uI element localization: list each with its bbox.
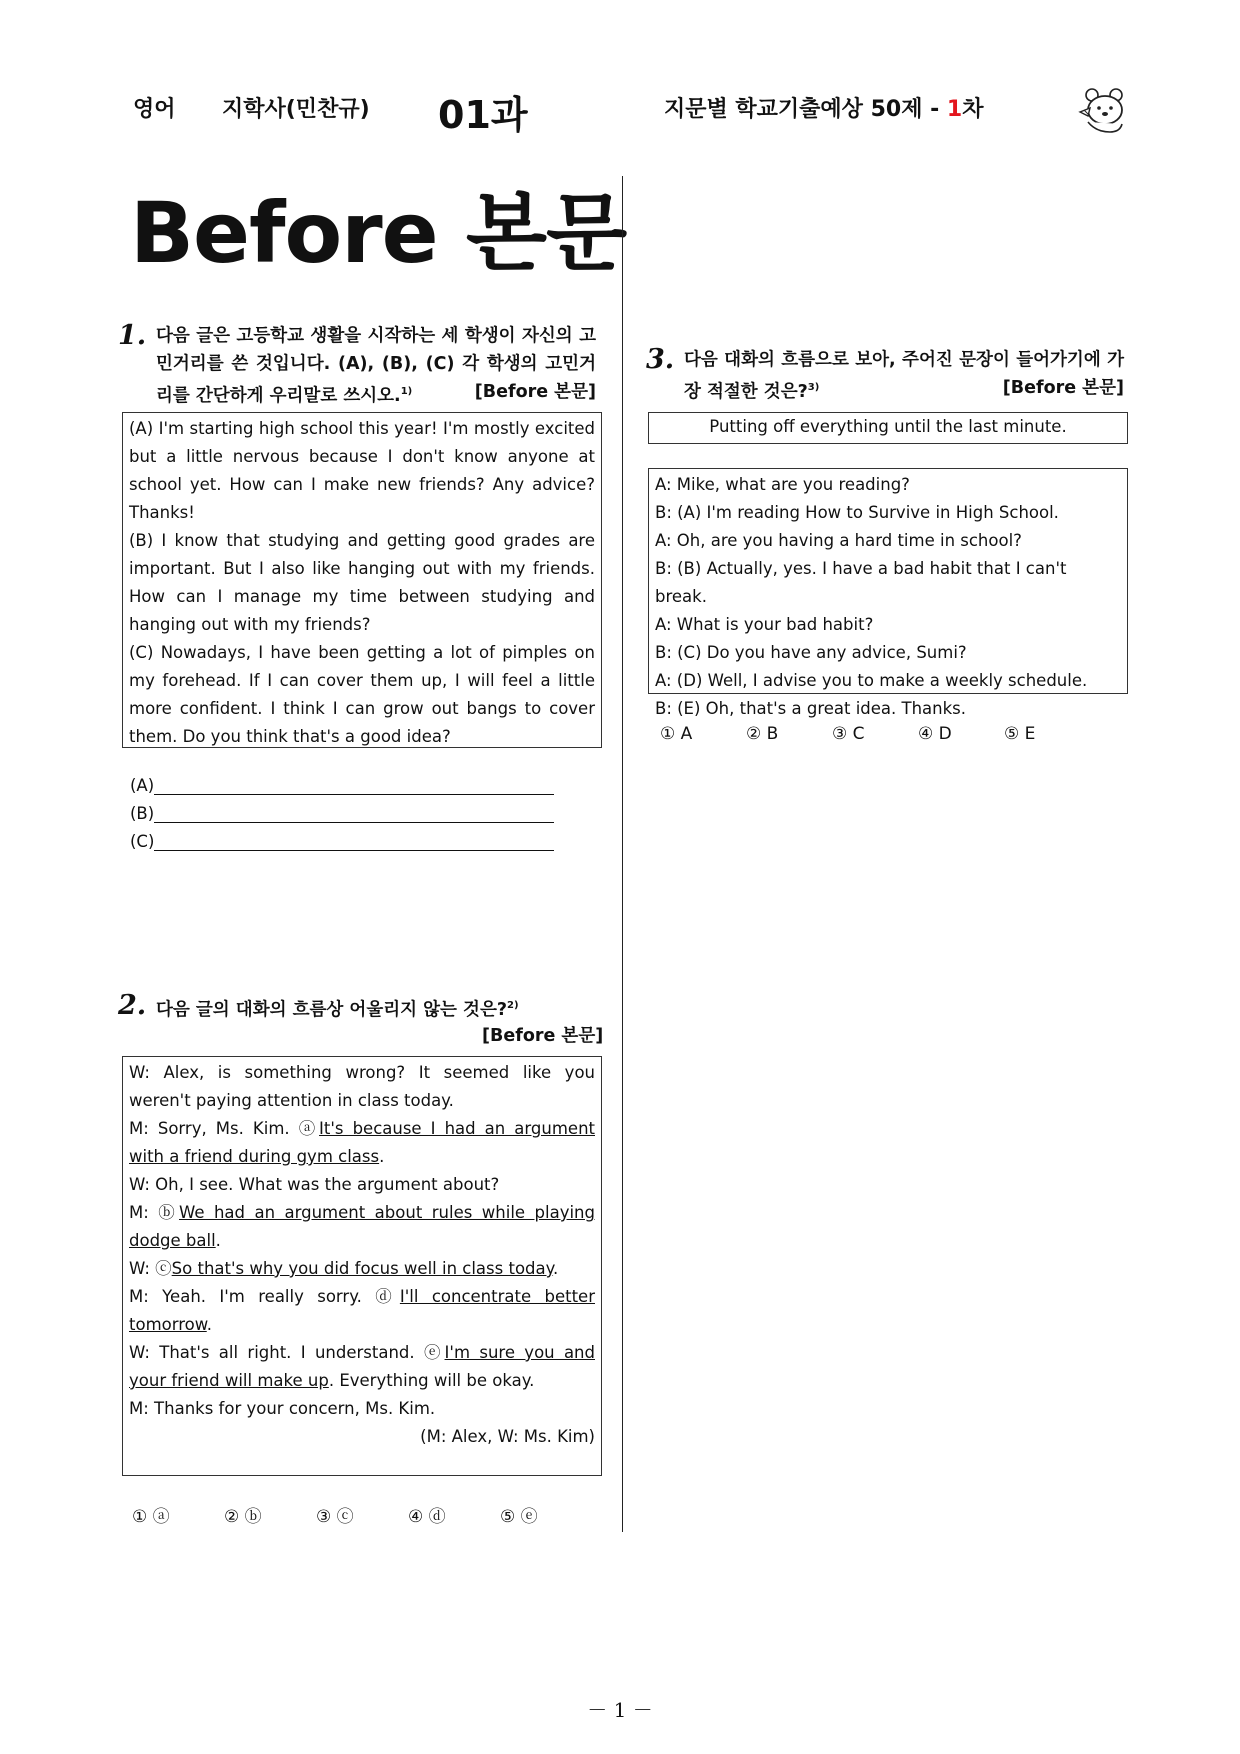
q2-line-7 [129, 1339, 595, 1395]
q3-line-3: A: Oh, are you having a hard time in school? [655, 531, 1022, 550]
subject-label: 영어 [133, 97, 176, 122]
q1-passage-c: (C) Nowadays, I have been getting a lot of pimples on my forehead. If I can cover them up, I will feel a little more confident. I think I can grow out bangs to cover them. Do you think that's a good idea? [129, 643, 595, 746]
q3-dialogue-box [648, 468, 1128, 718]
lesson-label: 01과 [438, 93, 528, 137]
q2-line-4-post: . [215, 1231, 221, 1250]
q1-answer-a-label: (A) [130, 776, 155, 795]
q2-choices [132, 1502, 538, 1527]
q1-answer-c[interactable] [130, 832, 554, 851]
q2-line-7-pre: W: That's all right. I understand. ⓔ [129, 1343, 445, 1362]
bear-mascot-icon [1078, 86, 1130, 136]
q2-line-2-pre: M: Sorry, Ms. Kim. ⓐ [129, 1119, 320, 1138]
q3-line-4: B: (B) Actually, yes. I have a bad habit that I can't break. [655, 559, 1067, 606]
q2-line-3-text: W: Oh, I see. What was the argument about? [129, 1175, 500, 1194]
q2-instruction-text: 다음 글의 대화의 흐름상 어울리지 않는 것은? [156, 999, 507, 1020]
q1-instruction-text: 다음 글은 고등학교 생활을 시작하는 세 학생이 자신의 고민거리를 쓴 것입니다. (A), (B), (C) 각 학생의 고민거리를 간단하게 우리말로 쓰시오. [156, 326, 596, 406]
q3-line-2: B: (A) I'm reading How to Survive in High School. [655, 503, 1059, 522]
q2-choice-2[interactable]: ② ⓑ [224, 1507, 262, 1527]
q2-source-tag: [Before 본문] [482, 1026, 604, 1046]
page-title: Before 본문 [130, 184, 627, 282]
q1-instruction [156, 322, 596, 410]
q1-answer-a[interactable] [130, 776, 554, 795]
q3-choice-4[interactable]: ④ D [918, 724, 952, 744]
q2-line-4-pre: M: ⓑ [129, 1203, 179, 1222]
q3-given-sentence: Putting off everything until the last minute. [709, 417, 1067, 436]
q2-line-3 [129, 1171, 595, 1199]
q3-choice-5[interactable]: ⑤ E [1004, 724, 1036, 744]
q2-line-6 [129, 1283, 595, 1339]
series-text: 지문별 학교기출예상 50제 - [664, 97, 947, 122]
q2-choice-4[interactable]: ④ ⓓ [408, 1507, 446, 1527]
q2-dialogue-box [122, 1056, 602, 1476]
q3-given-sentence-box [648, 412, 1128, 444]
page-number: － 1 － [587, 1698, 653, 1722]
round-number: 1 [946, 97, 963, 122]
q1-number: 1. [118, 320, 147, 351]
q2-line-2-post: . [379, 1147, 385, 1166]
q3-line-8: B: (E) Oh, that's a great idea. Thanks. [655, 699, 967, 718]
q1-passage-box [122, 412, 602, 748]
q3-choice-3[interactable]: ③ C [832, 724, 865, 744]
q3-number: 3. [646, 344, 675, 375]
q2-line-6-pre: M: Yeah. I'm really sorry. ⓓ [129, 1287, 400, 1306]
q3-footnote: 3) [807, 382, 820, 393]
q2-underline-e: I'm sure you and your friend will make up [129, 1343, 595, 1390]
q3-choice-1[interactable]: ① A [660, 724, 693, 744]
q2-underline-c: So that's why you did focus well in class today [171, 1259, 554, 1278]
q1-passage-a: (A) I'm starting high school this year! I'm mostly excited but a little nervous because I don't know anyone at school yet. How can I make new friends? Any advice? Thanks! [129, 419, 595, 522]
q2-underline-d: I'll concentrate better tomorrow [129, 1287, 595, 1334]
q1-footnote: 1) [400, 386, 413, 397]
q3-line-7: A: (D) Well, I advise you to make a weekly schedule. [655, 671, 1088, 690]
q2-choice-5[interactable]: ⑤ ⓔ [500, 1507, 538, 1527]
q2-line-8-text: M: Thanks for your concern, Ms. Kim. [129, 1399, 436, 1418]
q3-choices [660, 724, 1035, 744]
q2-line-8 [129, 1395, 595, 1423]
q2-speakers-note: (M: Alex, W: Ms. Kim) [420, 1427, 595, 1446]
q1-source-tag: [Before 본문] [474, 382, 596, 402]
q2-underline-b: We had an argument about rules while playing dodge ball [129, 1203, 595, 1250]
q2-line-4 [129, 1199, 595, 1255]
q3-instruction-text: 다음 대화의 흐름으로 보아, 주어진 문장이 들어가기에 가장 적절한 것은? [684, 350, 1124, 402]
q3-choice-2[interactable]: ② B [746, 724, 779, 744]
q2-footnote: 2) [507, 1000, 519, 1011]
q2-line-5-post: . [553, 1259, 559, 1278]
q3-instruction [684, 346, 1124, 406]
q1-passage-b: (B) I know that studying and getting good grades are important. But I also like hanging out with my friends. How can I manage my time between studying and hanging out with my friends? [129, 531, 595, 634]
q3-source-tag: [Before 본문] [1002, 378, 1124, 398]
q3-line-6: B: (C) Do you have any advice, Sumi? [655, 643, 967, 662]
q2-choice-3[interactable]: ③ ⓒ [316, 1507, 354, 1527]
series-label [664, 92, 983, 123]
q1-answer-b-label: (B) [130, 804, 155, 823]
q1-answer-c-label: (C) [130, 832, 155, 851]
q2-line-6-post: . [206, 1315, 212, 1334]
q2-number: 2. [118, 990, 147, 1021]
q1-answer-b[interactable] [130, 804, 554, 823]
q3-line-5: A: What is your bad habit? [655, 615, 874, 634]
q2-line-1-text: W: Alex, is something wrong? It seemed like you weren't paying attention in class today. [129, 1063, 595, 1110]
q2-underline-a: It's because I had an argument with a friend during gym class [129, 1119, 595, 1166]
round-suffix: 차 [962, 97, 984, 122]
q2-choice-1[interactable]: ① ⓐ [132, 1507, 170, 1527]
q2-instruction [156, 992, 596, 1024]
q2-line-2 [129, 1115, 595, 1171]
q2-line-1 [129, 1059, 595, 1115]
column-divider [622, 176, 623, 1532]
q3-line-1: A: Mike, what are you reading? [655, 475, 910, 494]
q2-line-5-pre: W: ⓒ [129, 1259, 172, 1278]
q2-line-7-post: . Everything will be okay. [328, 1371, 535, 1390]
textbook-label: 지학사(민찬규) [222, 97, 370, 122]
q2-line-5 [129, 1255, 595, 1283]
